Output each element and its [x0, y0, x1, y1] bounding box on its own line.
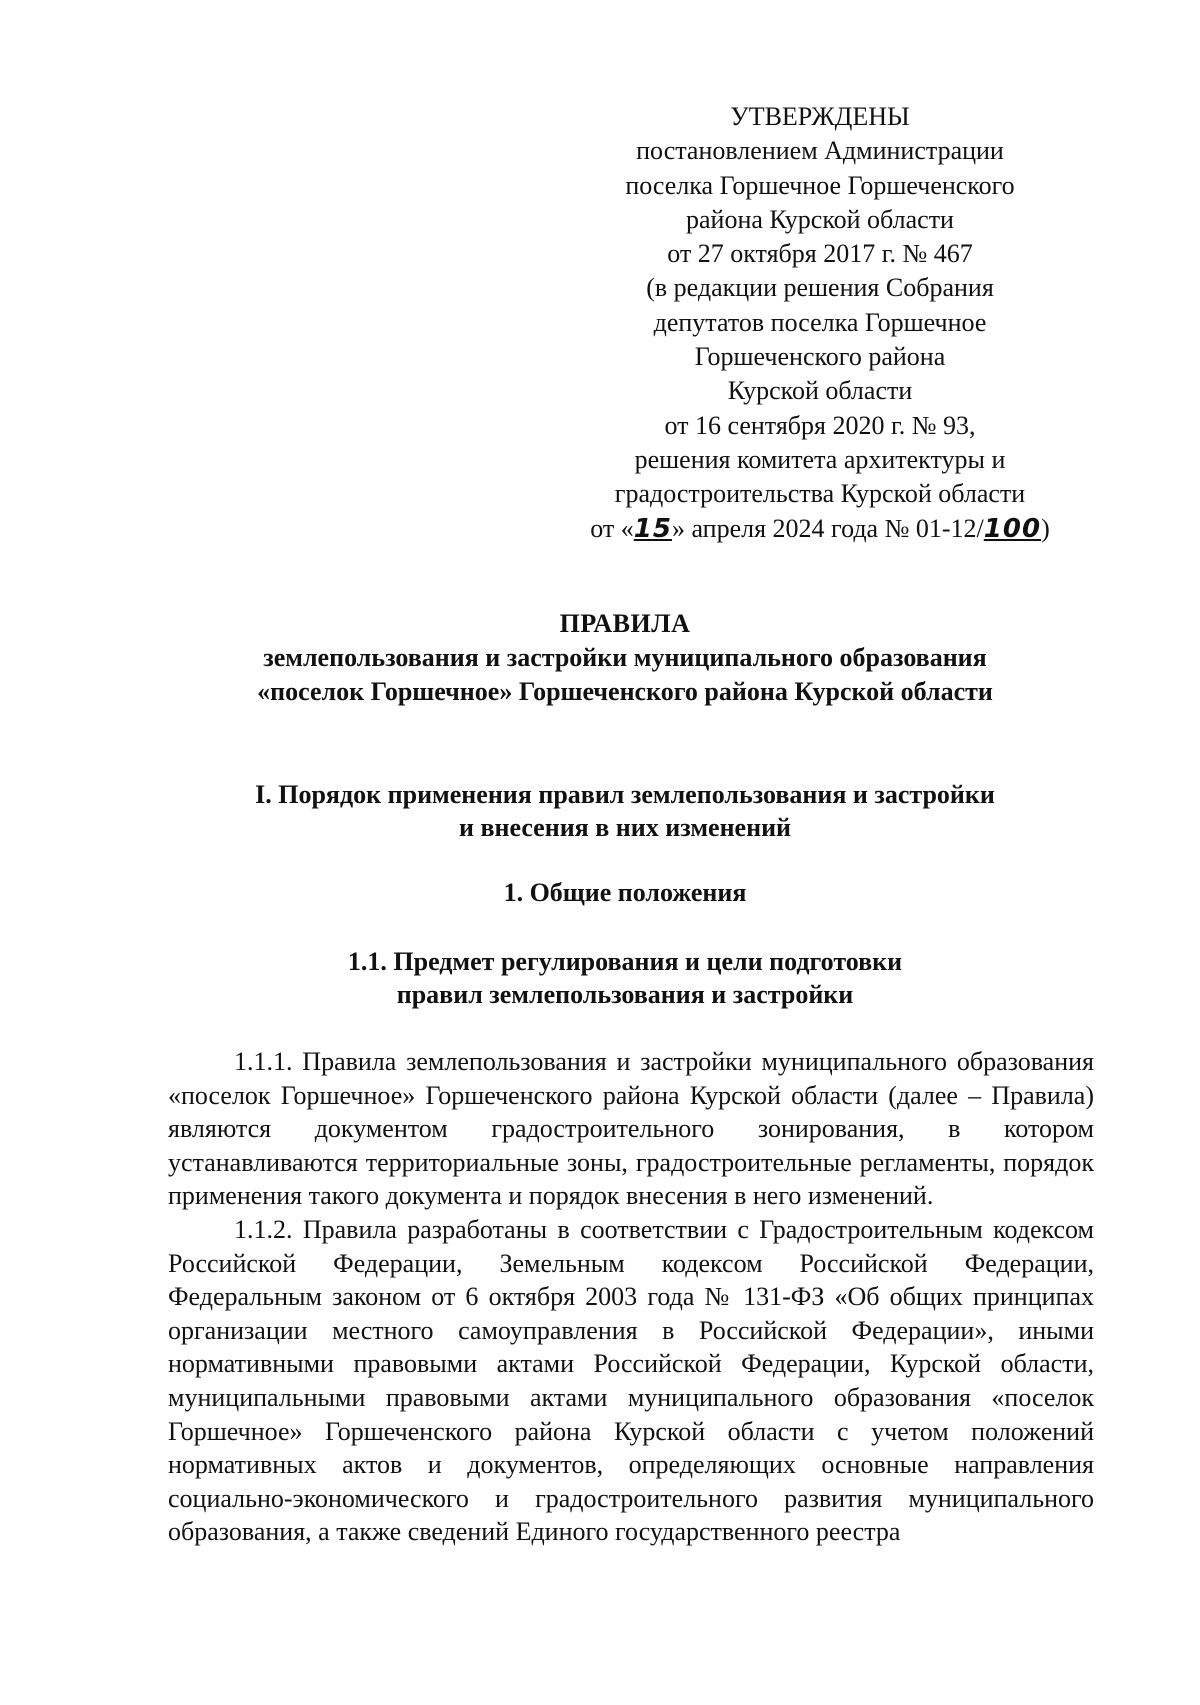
document-title [150, 607, 1100, 709]
approval-line: от 16 сентября 2020 г. № 93, [664, 410, 976, 440]
approval-line: поселка Горшечное Горшеченского [625, 170, 1015, 200]
approval-line: УТВЕРЖДЕНЫ [730, 102, 910, 131]
approval-line: депутатов поселка Горшечное [653, 307, 987, 337]
handwritten-number: 100 [983, 513, 1042, 544]
approval-line: района Курской области [686, 204, 954, 234]
subsection-heading [150, 876, 1100, 909]
approval-date-prefix: от « [590, 513, 634, 543]
paragraph: 1.1.1. Правила землепользования и застройки муниципального образования «поселок Горшечное» Горшеченского района Курской области (далее – Правила) являются документом градостроительного зонирования, в котором устанавливаются территориальные зоны, градостроительные регламенты, порядок применения такого документа и порядок внесения в него изменений. [168, 1047, 1094, 1211]
approval-date-middle: » апреля 2024 года № 01-12/ [671, 513, 984, 543]
document-title-line: «поселок Горшечное» Горшеченского района Курской области [257, 677, 993, 706]
approval-line: от 27 октября 2017 г. № 467 [667, 239, 973, 269]
section-heading-line: и внесения в них изменений [458, 813, 792, 842]
body-text [168, 1045, 1094, 1549]
subsubsection-heading-line: 1.1. Предмет регулирования и цели подготовки [347, 947, 903, 976]
approval-line: Курской области [727, 376, 913, 406]
document-title-main: ПРАВИЛА [559, 609, 691, 638]
section-heading [150, 778, 1100, 844]
approval-block [565, 100, 1075, 546]
subsubsection-heading-line: правил землепользования и застройки [396, 980, 854, 1009]
approval-line: Горшеченского района [694, 342, 946, 372]
approval-line: решения комитета архитектуры и [634, 444, 1006, 474]
section-heading-line: I. Порядок применения правил землепользования и застройки [255, 780, 995, 809]
approval-line: постановлением Администрации [636, 136, 1004, 166]
subsubsection-heading [150, 945, 1100, 1011]
approval-date-suffix: ) [1041, 513, 1050, 543]
approval-line: (в редакции решения Собрания [646, 273, 994, 303]
document-title-line: землепользования и застройки муниципального образования [263, 643, 987, 672]
subsection-heading-line: 1. Общие положения [503, 878, 747, 907]
approval-line: градостроительства Курской области [614, 479, 1026, 509]
handwritten-day: 15 [633, 513, 672, 544]
approval-date-line [565, 512, 1075, 546]
paragraph: 1.1.2. Правила разработаны в соответствии с Градостроительным кодексом Российской Федерации, Земельным кодексом Российской Федерации, Федеральным законом от 6 октября 2003 года № 131-ФЗ «Об общих принципах организации местного самоуправления в Российской Федерации», иными нормативными правовыми актами Российской Федерации, Курской области, муниципальными правовыми актами муниципального образования «поселок Горшечное» Горшеченского района Курской области с учетом положений нормативных актов и документов, определяющих основные направления социально-экономического и градостроительного развития муниципального образования, а также сведений Единого государственного реестра [168, 1214, 1094, 1547]
